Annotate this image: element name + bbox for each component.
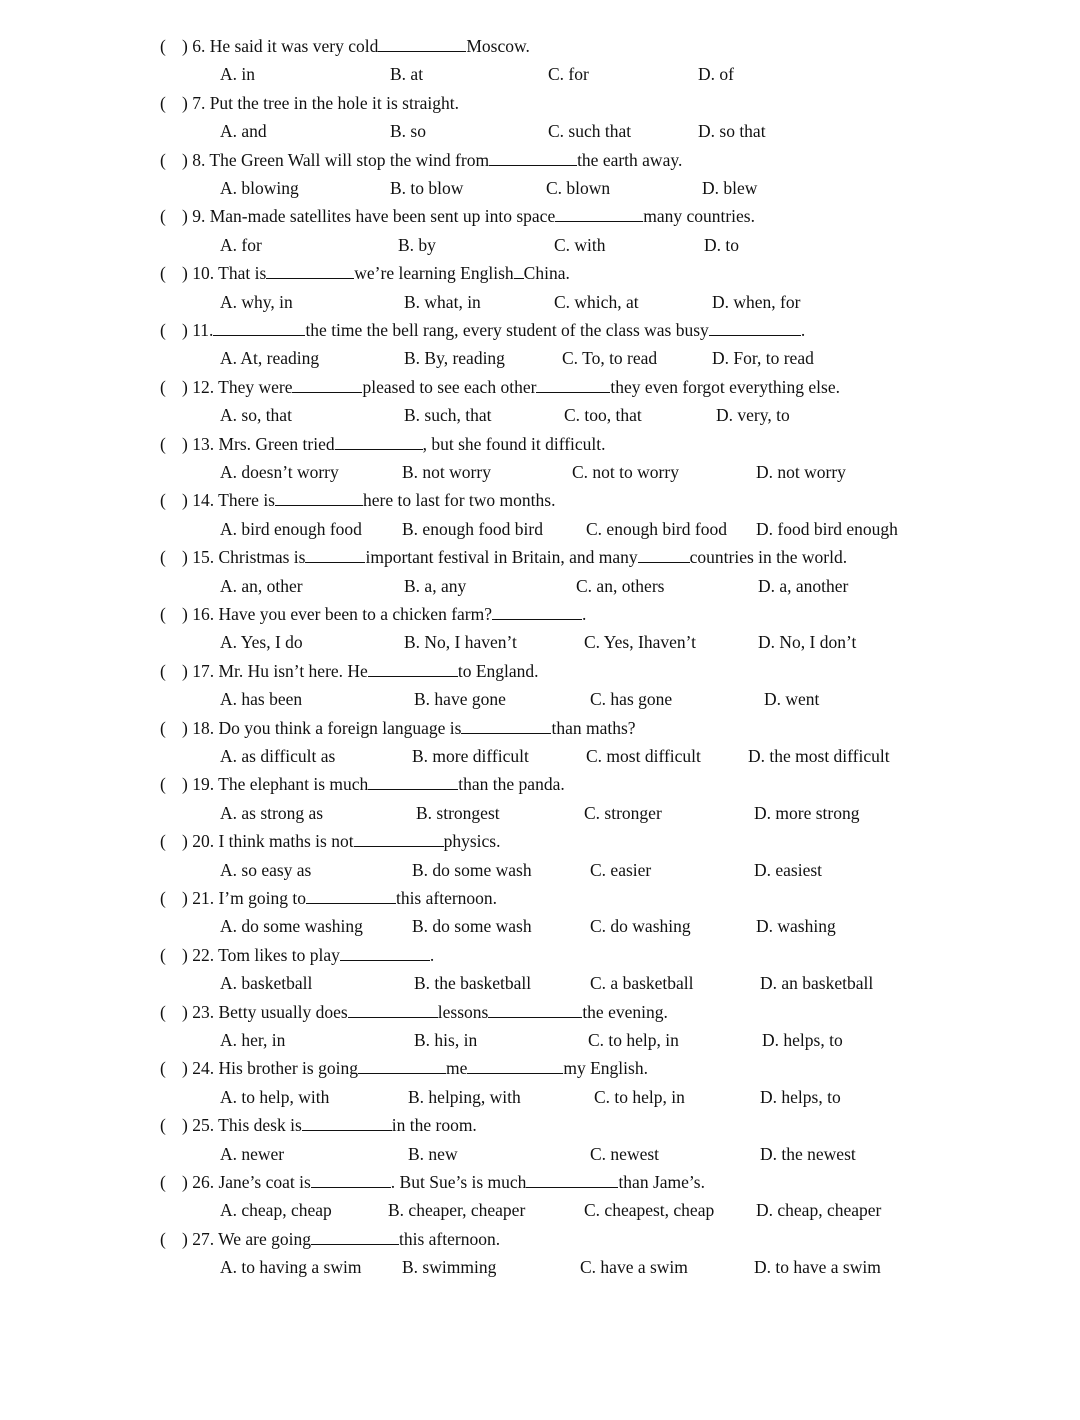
stem-text: . But Sue’s is much xyxy=(390,1172,527,1192)
question-24 xyxy=(160,1054,648,1082)
option-c[interactable]: C. for xyxy=(548,64,589,85)
question-16 xyxy=(160,600,586,628)
answer-blank[interactable] xyxy=(266,261,354,279)
option-a[interactable]: A. in xyxy=(220,64,255,85)
option-b[interactable]: B. new xyxy=(408,1143,458,1164)
option-b[interactable]: B. the basketball xyxy=(414,973,532,994)
question-8 xyxy=(160,146,682,174)
question-7 xyxy=(160,89,459,117)
question-26 xyxy=(160,1168,705,1196)
question-stem xyxy=(182,377,840,397)
stem-text: to England. xyxy=(457,660,539,681)
option-d[interactable]: D. a, another xyxy=(758,575,849,596)
stem-text: here to last for two months. xyxy=(363,490,556,511)
stem-text: ) 7. Put the tree in the hole it is straight. xyxy=(182,92,460,113)
option-a[interactable]: A. has been xyxy=(220,689,303,710)
answer-paren: ( xyxy=(160,92,166,113)
stem-text: important festival in Britain, and many xyxy=(365,547,638,568)
option-d[interactable]: D. very, to xyxy=(716,405,790,426)
stem-text: the time the bell rang, every student of the class was busy xyxy=(305,320,709,340)
stem-text: they even forgot everything else. xyxy=(610,376,840,397)
question-17 xyxy=(160,657,539,685)
answer-paren: ( xyxy=(160,490,166,511)
question-stem xyxy=(182,888,497,908)
stem-text: . xyxy=(582,604,587,624)
option-c[interactable]: C. which, at xyxy=(554,291,639,312)
option-c[interactable]: C. Yes, Ihaven’t xyxy=(584,632,696,653)
stem-text: the earth away. xyxy=(577,149,683,170)
answer-paren: ( xyxy=(160,206,166,227)
option-d[interactable]: D. the most difficult xyxy=(748,746,890,766)
option-d[interactable]: D. more strong xyxy=(754,802,860,823)
stem-text: China. xyxy=(523,263,570,284)
option-b[interactable]: B. No, I haven’t xyxy=(404,632,517,653)
stem-text: many countries. xyxy=(643,206,755,227)
option-b[interactable]: B. to blow xyxy=(390,178,464,198)
answer-paren: ( xyxy=(160,547,166,568)
stem-text: ) 10. That is xyxy=(182,263,267,284)
option-d[interactable]: D. of xyxy=(698,64,734,85)
answer-blank[interactable] xyxy=(292,375,362,393)
question-19 xyxy=(160,770,565,798)
option-b[interactable]: B. do some wash xyxy=(412,916,532,937)
answer-paren: ( xyxy=(160,1058,166,1079)
option-a[interactable]: A. and xyxy=(220,121,267,142)
option-c[interactable]: C. to help, in xyxy=(594,1086,685,1107)
option-c[interactable]: C. most difficult xyxy=(586,746,701,766)
question-stem xyxy=(182,1172,705,1192)
question-14 xyxy=(160,486,555,514)
option-c[interactable]: C. easier xyxy=(590,859,652,880)
option-d[interactable]: D. not worry xyxy=(756,462,846,482)
answer-paren: ( xyxy=(160,1115,166,1136)
option-c[interactable]: C. such that xyxy=(548,121,632,142)
option-d[interactable]: D. so that xyxy=(698,121,766,142)
question-stem xyxy=(182,206,755,226)
answer-blank[interactable] xyxy=(461,716,551,734)
question-stem xyxy=(182,547,847,567)
question-stem xyxy=(182,831,500,851)
answer-paren: ( xyxy=(160,1001,166,1022)
answer-blank[interactable] xyxy=(213,318,305,336)
question-stem xyxy=(182,263,570,283)
option-d[interactable]: D. food bird enough xyxy=(756,518,898,539)
stem-text: ) 16. Have you ever been to a chicken farm? xyxy=(182,604,492,624)
answer-paren: ( xyxy=(160,263,166,284)
answer-blank[interactable] xyxy=(555,204,643,222)
stem-text: than maths? xyxy=(551,717,636,738)
option-b[interactable]: B. a, any xyxy=(404,575,467,596)
question-27 xyxy=(160,1225,500,1253)
option-b[interactable]: B. at xyxy=(390,64,424,85)
option-c[interactable]: C. cheapest, cheap xyxy=(584,1200,715,1221)
option-a[interactable]: A. as strong as xyxy=(220,802,324,823)
answer-blank[interactable] xyxy=(302,1113,392,1131)
option-a[interactable]: A. doesn’t worry xyxy=(220,462,339,482)
option-a[interactable]: A. newer xyxy=(220,1143,285,1164)
option-a[interactable]: A. as difficult as xyxy=(220,746,336,766)
answer-blank[interactable] xyxy=(492,602,582,620)
option-b[interactable]: B. swimming xyxy=(402,1257,497,1278)
option-a[interactable]: A. for xyxy=(220,234,262,255)
question-stem xyxy=(182,1115,477,1135)
option-a[interactable]: A. her, in xyxy=(220,1030,286,1050)
answer-blank[interactable] xyxy=(514,261,524,279)
answer-blank[interactable] xyxy=(348,1000,438,1018)
option-c[interactable]: C. too, that xyxy=(564,405,642,426)
answer-paren: ( xyxy=(160,1172,166,1192)
option-d[interactable]: D. cheap, cheaper xyxy=(756,1200,882,1221)
question-18 xyxy=(160,714,636,742)
question-23 xyxy=(160,998,668,1026)
question-stem xyxy=(182,1002,668,1022)
answer-blank[interactable] xyxy=(354,829,444,847)
option-d[interactable]: D. blew xyxy=(702,178,758,198)
stem-text: this afternoon. xyxy=(395,888,498,908)
answer-blank[interactable] xyxy=(467,1056,563,1074)
question-stem xyxy=(182,945,434,965)
question-stem xyxy=(182,604,586,624)
answer-blank[interactable] xyxy=(340,943,430,961)
stem-text: than Jame’s. xyxy=(618,1172,705,1192)
stem-text: ) 8. The Green Wall will stop the wind from xyxy=(182,149,490,170)
stem-text: than the panda. xyxy=(458,774,565,795)
option-c[interactable]: C. to help, in xyxy=(588,1030,679,1050)
stem-text: ) 15. Christmas is xyxy=(182,547,306,568)
option-a[interactable]: A. why, in xyxy=(220,291,293,312)
question-9 xyxy=(160,202,755,230)
stem-text: physics. xyxy=(443,831,501,852)
option-b[interactable]: B. cheaper, cheaper xyxy=(388,1200,526,1221)
option-a[interactable]: A. to having a swim xyxy=(220,1257,362,1278)
stem-text: ) 12. They were xyxy=(182,376,293,397)
option-d[interactable]: D. when, for xyxy=(712,291,801,312)
question-13 xyxy=(160,430,606,458)
option-b[interactable]: B. his, in xyxy=(414,1030,478,1050)
question-6 xyxy=(160,32,530,60)
stem-text: ) 20. I think maths is not xyxy=(182,831,354,852)
option-b[interactable]: B. more difficult xyxy=(412,746,529,766)
stem-text: lessons xyxy=(437,1001,489,1022)
option-c[interactable]: C. a basketball xyxy=(590,973,694,994)
option-d[interactable]: D. helps, to xyxy=(760,1086,841,1107)
answer-paren: ( xyxy=(160,604,166,624)
option-d[interactable]: D. the newest xyxy=(760,1143,856,1164)
stem-text: ) 27. We are going xyxy=(182,1228,311,1249)
stem-text: , but she found it difficult. xyxy=(422,433,606,454)
stem-text: we’re learning English xyxy=(354,263,514,284)
option-a[interactable]: A. cheap, cheap xyxy=(220,1200,332,1221)
question-stem xyxy=(182,774,565,794)
question-22 xyxy=(160,941,434,969)
option-d[interactable]: D. easiest xyxy=(754,859,823,880)
answer-paren: ( xyxy=(160,888,166,908)
question-20 xyxy=(160,827,500,855)
answer-blank[interactable] xyxy=(638,545,690,563)
stem-text: in the room. xyxy=(391,1115,477,1136)
option-d[interactable]: D. helps, to xyxy=(762,1030,843,1050)
option-d[interactable]: D. an basketball xyxy=(760,973,874,994)
question-15 xyxy=(160,543,847,571)
stem-text: me xyxy=(445,1058,468,1079)
stem-text: ) 13. Mrs. Green tried xyxy=(182,433,335,454)
stem-text: countries in the world. xyxy=(689,547,848,568)
option-c[interactable]: C. blown xyxy=(546,178,611,198)
question-stem xyxy=(182,1229,500,1249)
option-d[interactable]: D. For, to read xyxy=(712,348,814,369)
answer-blank[interactable] xyxy=(368,659,458,677)
answer-paren: ( xyxy=(160,433,166,454)
option-a[interactable]: A. At, reading xyxy=(220,348,320,369)
option-c[interactable]: C. stronger xyxy=(584,802,662,823)
stem-text: ) 19. The elephant is much xyxy=(182,774,369,795)
option-a[interactable]: A. an, other xyxy=(220,575,303,596)
option-b[interactable]: B. enough food bird xyxy=(402,518,543,539)
option-c[interactable]: C. enough bird food xyxy=(586,518,727,539)
stem-text: Moscow. xyxy=(466,36,530,56)
stem-text: ) 24. His brother is going xyxy=(182,1058,358,1079)
answer-blank[interactable] xyxy=(378,34,466,52)
question-stem xyxy=(182,490,555,510)
option-c[interactable]: C. do washing xyxy=(590,916,691,937)
stem-text: my English. xyxy=(563,1058,648,1079)
stem-text: ) 23. Betty usually does xyxy=(182,1001,348,1022)
question-10 xyxy=(160,259,570,287)
option-b[interactable]: B. what, in xyxy=(404,291,481,312)
option-b[interactable]: B. not worry xyxy=(402,462,491,482)
answer-blank[interactable] xyxy=(526,1170,618,1188)
answer-blank[interactable] xyxy=(489,148,577,166)
stem-text: . xyxy=(800,320,806,340)
option-c[interactable]: C. not to worry xyxy=(572,462,679,482)
stem-text: ) 9. Man-made satellites have been sent up into space xyxy=(182,206,556,227)
answer-blank[interactable] xyxy=(305,545,365,563)
option-d[interactable]: D. No, I don’t xyxy=(758,632,857,653)
option-c[interactable]: C. an, others xyxy=(576,575,665,596)
option-a[interactable]: A. to help, with xyxy=(220,1086,330,1107)
stem-text: this afternoon. xyxy=(399,1228,501,1249)
stem-text: ) 21. I’m going to xyxy=(182,888,306,908)
answer-blank[interactable] xyxy=(311,1170,391,1188)
question-11 xyxy=(160,316,805,344)
option-a[interactable]: A. basketball xyxy=(220,973,313,994)
answer-paren: ( xyxy=(160,149,166,170)
stem-text: ) 18. Do you think a foreign language is xyxy=(182,717,462,738)
option-b[interactable]: B. helping, with xyxy=(408,1086,521,1107)
stem-text: ) 11. xyxy=(182,320,214,340)
answer-blank[interactable] xyxy=(311,1227,399,1245)
option-b[interactable]: B. strongest xyxy=(416,802,500,823)
option-d[interactable]: D. went xyxy=(764,689,820,710)
question-stem xyxy=(182,1058,648,1078)
option-c[interactable]: C. has gone xyxy=(590,689,673,710)
option-d[interactable]: D. washing xyxy=(756,916,836,937)
question-stem xyxy=(182,661,539,681)
option-d[interactable]: D. to xyxy=(704,234,739,255)
stem-text: ) 6. He said it was very cold xyxy=(182,36,379,56)
stem-text: ) 26. Jane’s coat is xyxy=(182,1172,311,1192)
stem-text: ) 25. This desk is xyxy=(182,1115,302,1136)
stem-text: ) 14. There is xyxy=(182,490,275,511)
option-b[interactable]: B. By, reading xyxy=(404,348,505,369)
option-d[interactable]: D. to have a swim xyxy=(754,1257,881,1278)
question-stem xyxy=(182,434,606,454)
answer-paren: ( xyxy=(160,660,166,681)
question-25 xyxy=(160,1111,477,1139)
answer-paren: ( xyxy=(160,831,166,852)
option-b[interactable]: B. have gone xyxy=(414,689,506,710)
option-b[interactable]: B. by xyxy=(398,234,436,255)
answer-blank[interactable] xyxy=(709,318,801,336)
option-b[interactable]: B. so xyxy=(390,121,426,142)
answer-blank[interactable] xyxy=(368,772,458,790)
answer-blank[interactable] xyxy=(306,886,396,904)
option-c[interactable]: C. have a swim xyxy=(580,1257,688,1278)
answer-paren: ( xyxy=(160,320,166,340)
stem-text: ) 22. Tom likes to play xyxy=(182,944,340,965)
option-a[interactable]: A. do some washing xyxy=(220,916,363,937)
option-c[interactable]: C. To, to read xyxy=(562,348,658,369)
stem-text: pleased to see each other xyxy=(362,376,537,397)
answer-paren: ( xyxy=(160,1228,166,1249)
question-stem xyxy=(182,36,530,56)
option-c[interactable]: C. with xyxy=(554,234,606,255)
answer-blank[interactable] xyxy=(335,432,423,450)
option-c[interactable]: C. newest xyxy=(590,1143,660,1164)
option-b[interactable]: B. do some wash xyxy=(412,859,532,880)
question-stem xyxy=(182,150,682,170)
stem-text: the evening. xyxy=(582,1001,668,1022)
answer-paren: ( xyxy=(160,774,166,795)
option-b[interactable]: B. such, that xyxy=(404,405,492,426)
stem-text: ) 17. Mr. Hu isn’t here. He xyxy=(182,660,368,681)
question-21 xyxy=(160,884,497,912)
answer-paren: ( xyxy=(160,376,166,397)
answer-paren: ( xyxy=(160,36,166,56)
question-stem xyxy=(182,320,805,340)
answer-blank[interactable] xyxy=(488,1000,582,1018)
answer-paren: ( xyxy=(160,717,166,738)
question-stem xyxy=(182,93,459,113)
option-a[interactable]: A. bird enough food xyxy=(220,518,362,539)
option-a[interactable]: A. blowing xyxy=(220,178,299,198)
option-a[interactable]: A. so, that xyxy=(220,405,292,426)
answer-paren: ( xyxy=(160,944,166,965)
question-stem xyxy=(182,718,636,738)
answer-blank[interactable] xyxy=(536,375,610,393)
option-a[interactable]: A. so easy as xyxy=(220,859,312,880)
answer-blank[interactable] xyxy=(275,488,363,506)
answer-blank[interactable] xyxy=(358,1056,446,1074)
question-12 xyxy=(160,373,840,401)
option-a[interactable]: A. Yes, I do xyxy=(220,632,303,653)
stem-text: . xyxy=(429,944,435,965)
